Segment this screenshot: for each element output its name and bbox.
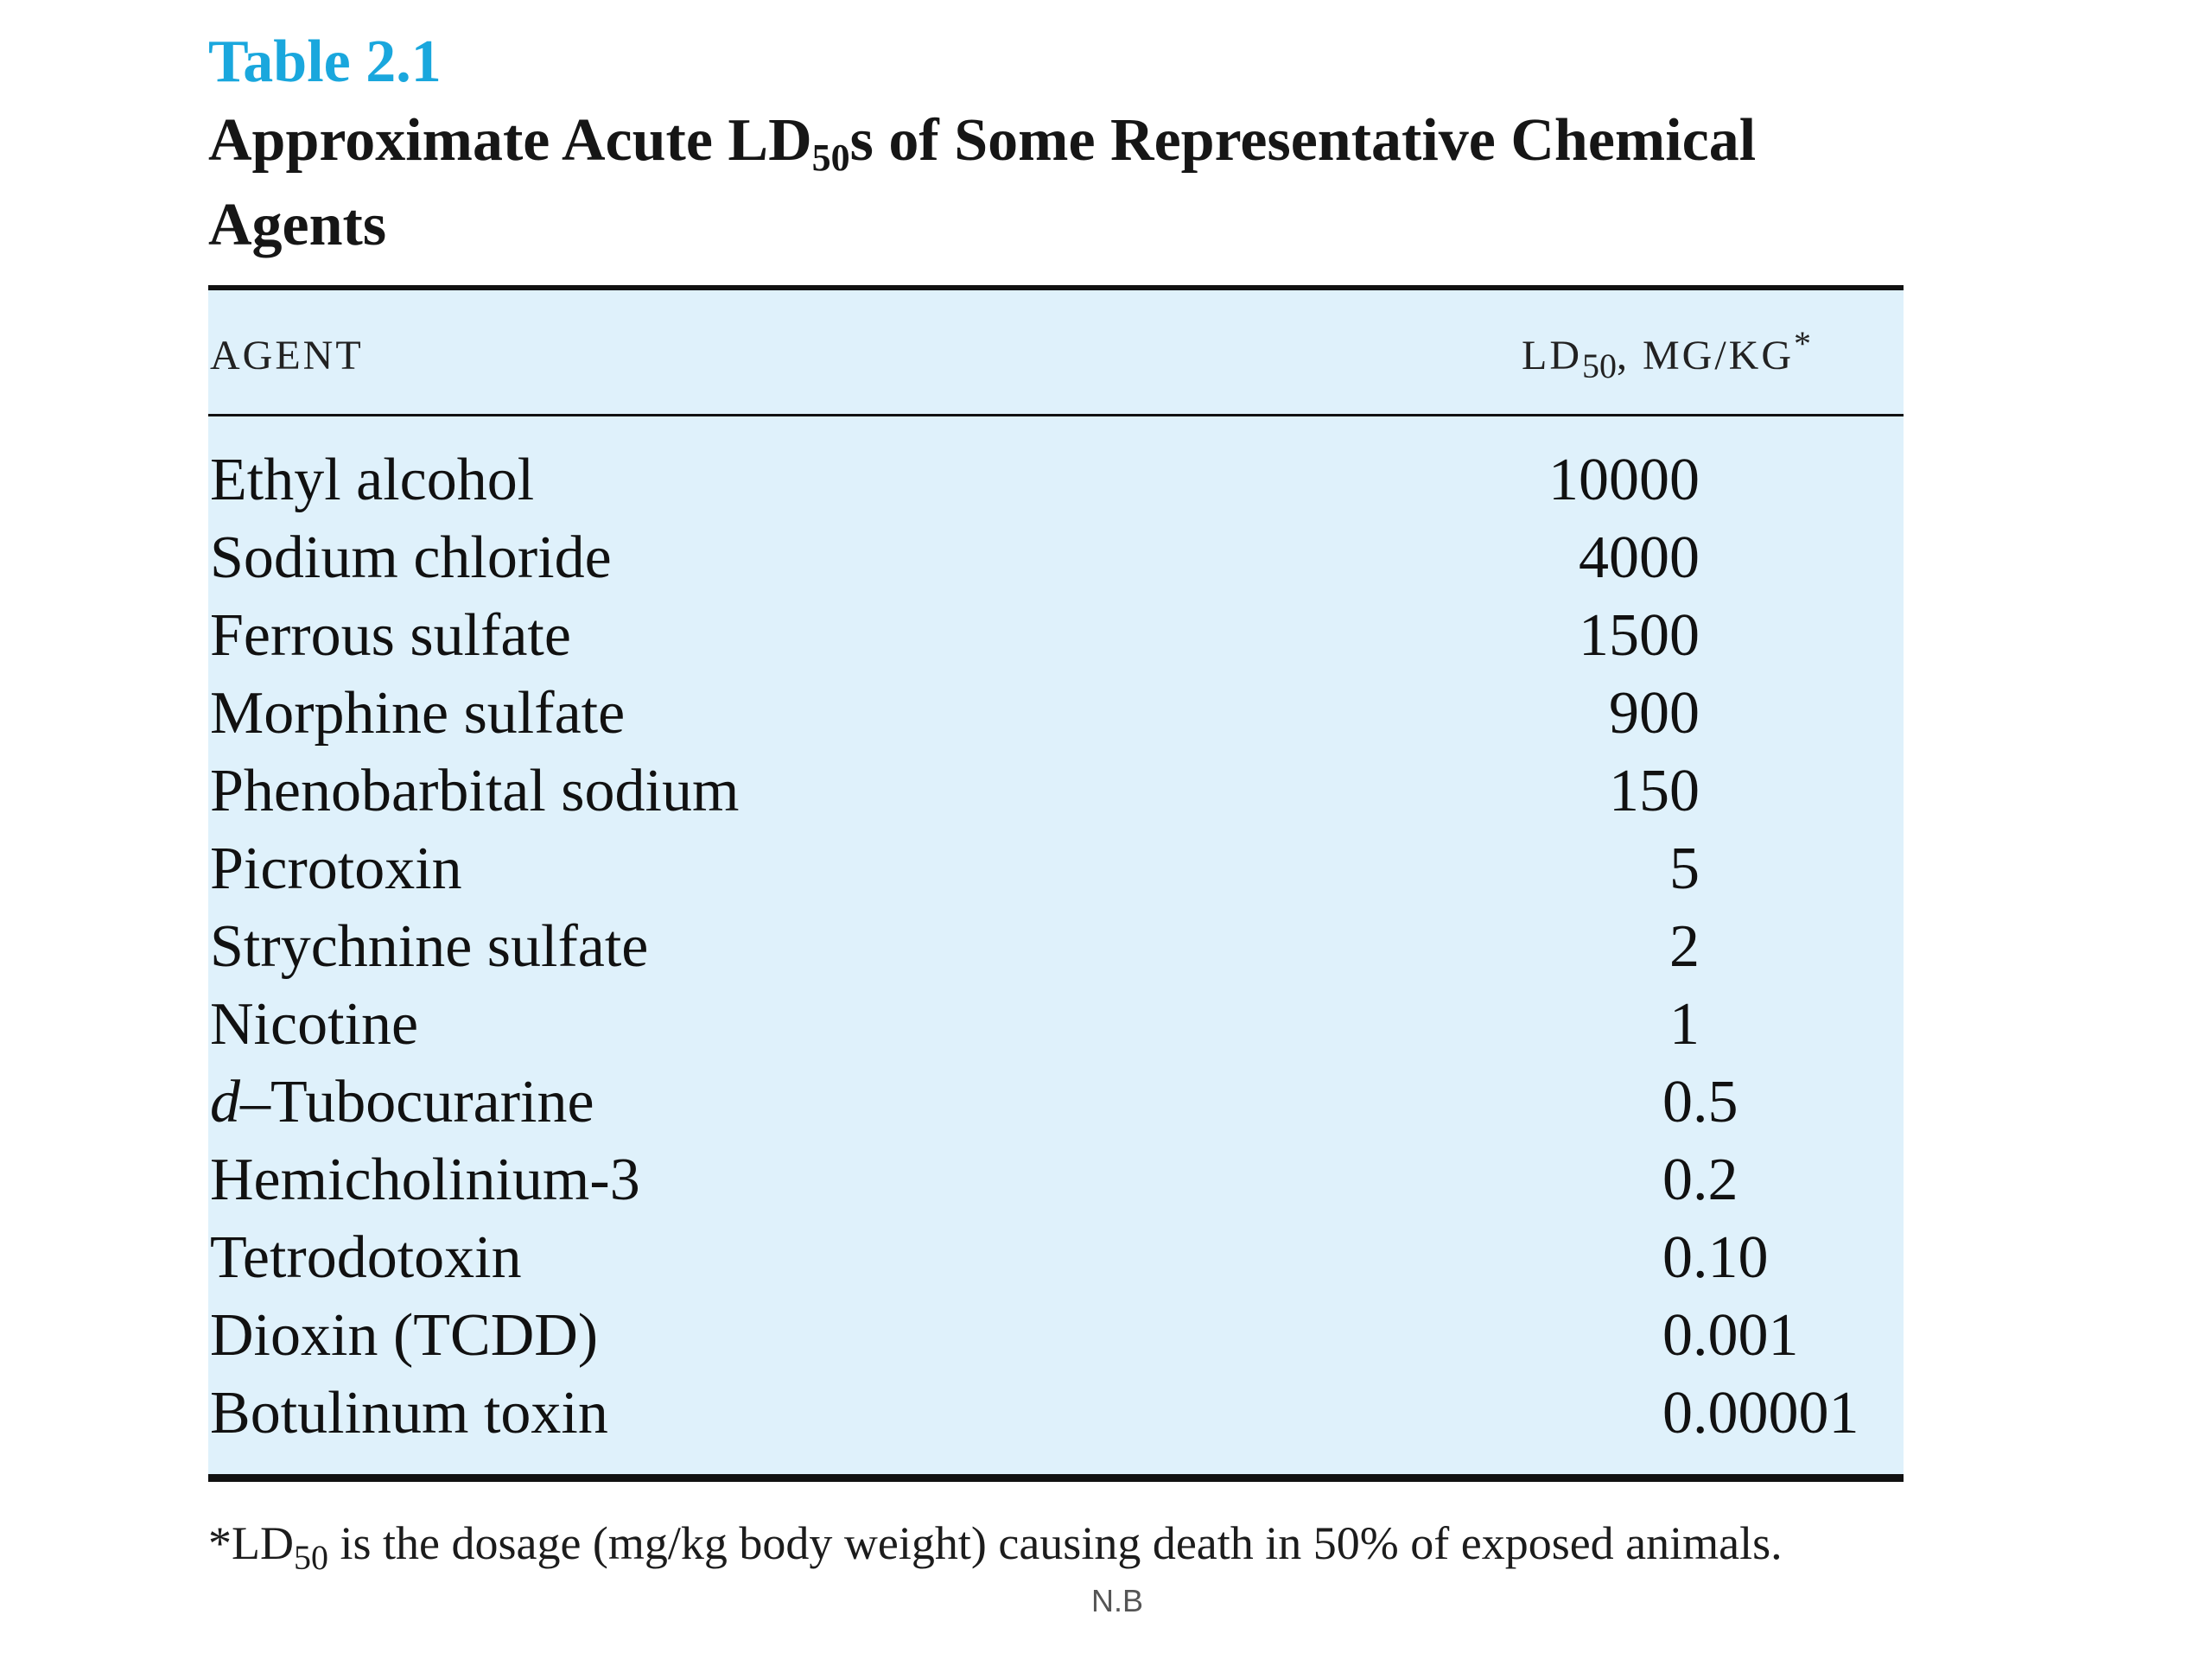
agent-name: Ethyl alcohol	[210, 447, 535, 513]
table-row	[208, 442, 1904, 519]
caption-prefix: Approximate Acute LD	[208, 107, 812, 174]
ld50-value-cell	[1662, 1141, 1738, 1219]
agent-name: Dioxin (TCDD)	[210, 1302, 599, 1369]
table-caption	[208, 102, 1919, 264]
table-row	[208, 675, 1904, 753]
agent-name: Strychnine sulfate	[210, 913, 649, 980]
ld50-value: 10000	[1548, 447, 1700, 513]
table-row	[208, 1375, 1904, 1452]
ld50-value: 0.2	[1662, 1147, 1738, 1213]
agent-cell	[210, 830, 462, 908]
ld50-value: 5	[1669, 836, 1700, 902]
agent-name: Nicotine	[210, 991, 419, 1058]
agent-name: Phenobarbital sodium	[210, 758, 740, 824]
agent-column-header: AGENT	[210, 333, 364, 378]
ld50-value: 900	[1609, 680, 1700, 747]
table-body	[208, 442, 1904, 1452]
footnote-text: is the dosage (mg/kg body weight) causing death in 50% of exposed animals.	[327, 1517, 1783, 1569]
table-row	[208, 1297, 1904, 1375]
table-row	[208, 908, 1904, 986]
agent-name: –Tubocurarine	[240, 1069, 594, 1135]
ld50-value: 2	[1669, 913, 1700, 980]
agent-cell	[210, 1375, 608, 1452]
ld50-column-header	[1522, 324, 1814, 385]
agent-cell	[210, 597, 571, 675]
agent-cell	[210, 908, 648, 986]
table-row	[208, 1064, 1904, 1141]
ld50-value: 4000	[1579, 524, 1700, 591]
agent-name: Morphine sulfate	[210, 680, 626, 747]
agent-cell	[210, 986, 418, 1064]
ld50-value: 0.10	[1662, 1224, 1769, 1291]
table-row	[208, 986, 1904, 1064]
ld50-value: 1	[1669, 991, 1700, 1058]
table-row	[208, 1141, 1904, 1219]
ld50-header-footnote-mark: *	[1794, 324, 1814, 363]
table-footnote	[208, 1516, 2023, 1577]
ld50-value-cell	[1662, 1297, 1799, 1375]
caption-suffix: s of Some Representative Chemical Agents	[208, 107, 1757, 258]
agent-name: Hemicholinium-3	[210, 1147, 640, 1213]
agent-cell	[210, 1064, 594, 1141]
ld50-value: 150	[1609, 758, 1700, 824]
ld50-value-cell	[1662, 1064, 1738, 1141]
table-row	[208, 1219, 1904, 1297]
ld50-value: 0.00001	[1662, 1380, 1859, 1446]
agent-cell	[210, 753, 739, 830]
agent-cell	[210, 675, 625, 753]
agent-name: Botulinum toxin	[210, 1380, 608, 1446]
ld50-value: 0.5	[1662, 1069, 1738, 1135]
table-header-row	[208, 290, 1904, 416]
agent-name: Picrotoxin	[210, 836, 462, 902]
agent-cell	[210, 442, 534, 519]
table-row	[208, 597, 1904, 675]
table-row	[208, 830, 1904, 908]
ld50-header-subscript: 50	[1581, 346, 1617, 385]
ld50-header-suffix: , MG/KG	[1616, 333, 1794, 378]
footnote-prefix: *LD	[208, 1517, 294, 1569]
credit-mark: N.B	[1091, 1583, 1144, 1618]
table-row	[208, 519, 1904, 597]
ld50-value-cell	[1662, 1375, 1859, 1452]
agent-cell	[210, 1219, 522, 1297]
agent-name: Tetrodotoxin	[210, 1224, 522, 1291]
table-row	[208, 753, 1904, 830]
table-number: Table 2.1	[208, 29, 442, 95]
agent-prefix: d	[210, 1069, 240, 1135]
agent-name: Ferrous sulfate	[210, 602, 571, 669]
ld50-value-cell	[1662, 1219, 1769, 1297]
agent-name: Sodium chloride	[210, 524, 612, 591]
ld50-value: 0.001	[1662, 1302, 1799, 1369]
ld50-value: 1500	[1579, 602, 1700, 669]
agent-cell	[210, 1297, 598, 1375]
agent-cell	[210, 1141, 640, 1219]
caption-subscript: 50	[811, 137, 850, 179]
ld50-table	[208, 285, 1904, 1482]
agent-cell	[210, 519, 612, 597]
footnote-subscript: 50	[293, 1538, 328, 1577]
ld50-header-prefix: LD	[1522, 333, 1582, 378]
